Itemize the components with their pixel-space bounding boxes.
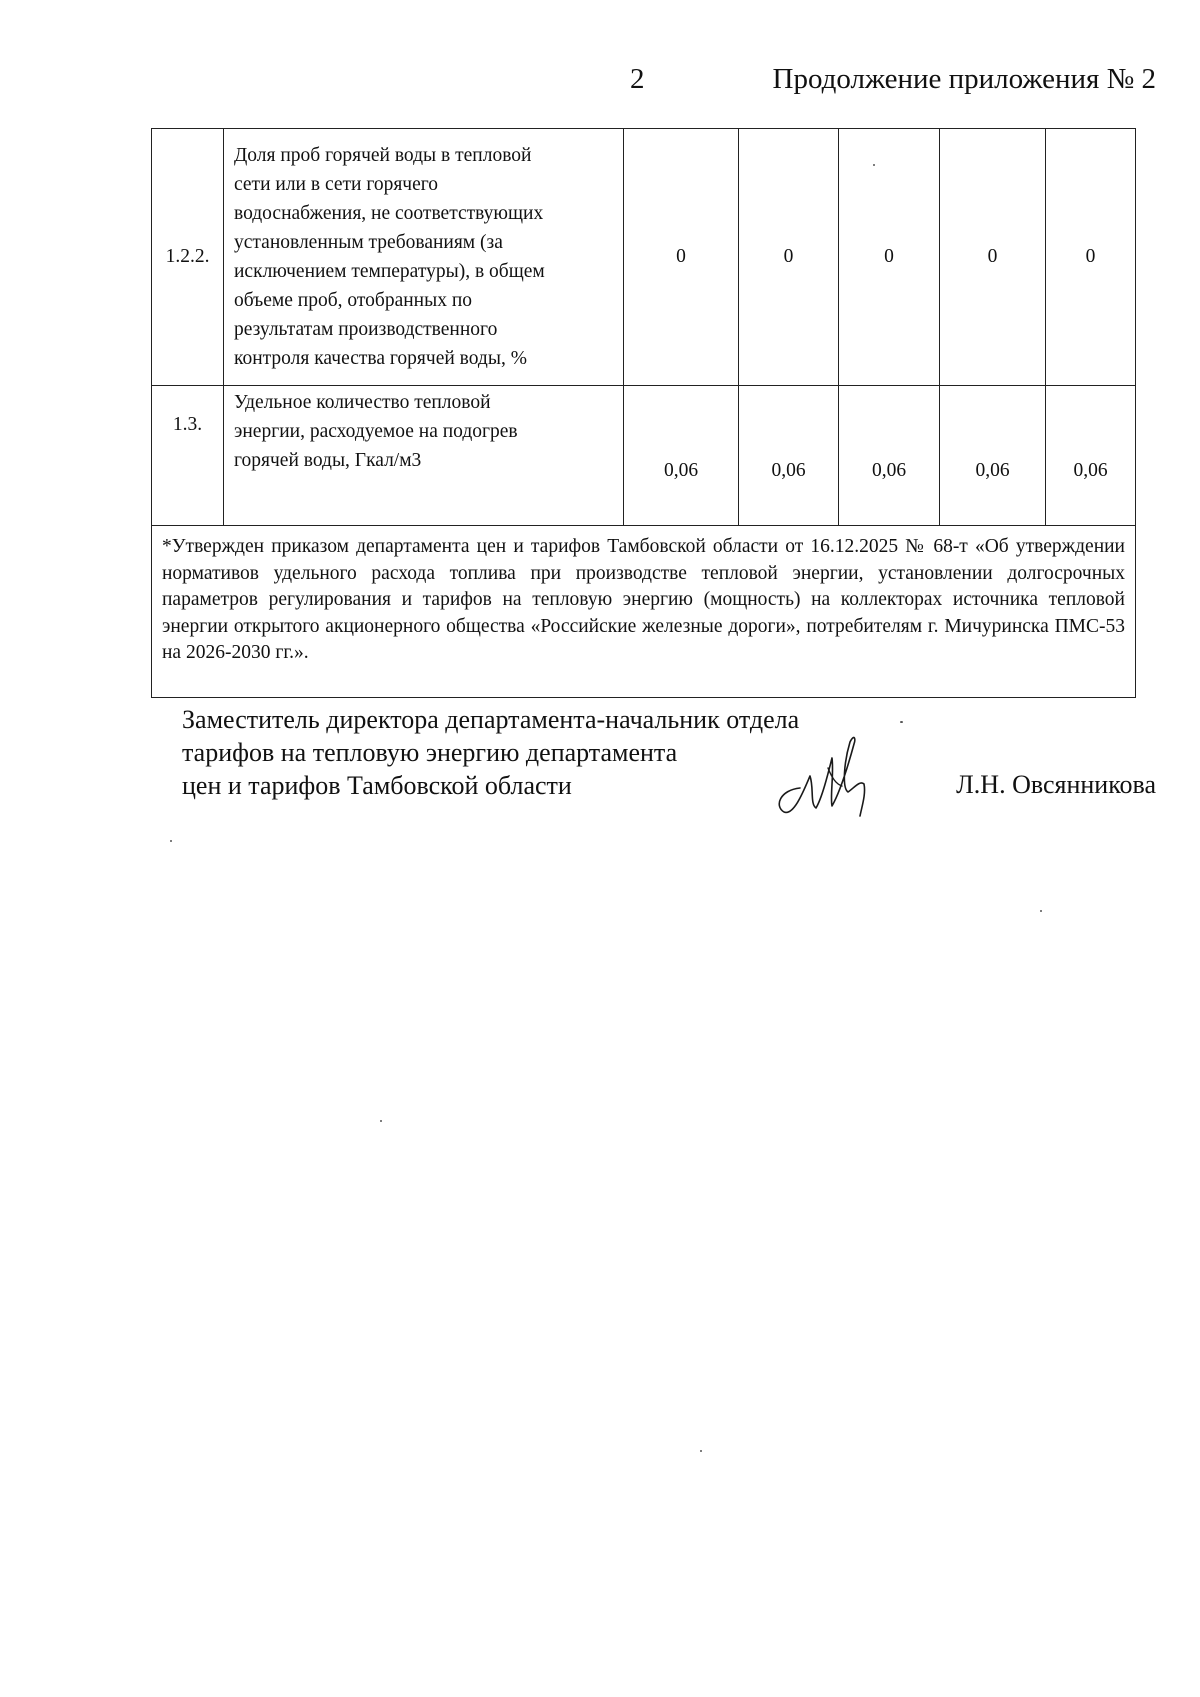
row-description: [224, 129, 624, 386]
scan-speck: [700, 1450, 702, 1452]
value-cell: 0: [839, 129, 940, 386]
description-line: водоснабжения, не соответствующих: [234, 203, 544, 224]
page-number: 2: [630, 63, 645, 95]
table-row: [152, 386, 1136, 526]
description-line: результатам производственного: [234, 319, 498, 340]
description-line: Доля проб горячей воды в тепловой: [234, 145, 532, 166]
value-cell: 0,06: [839, 386, 940, 526]
value-cell: 0,06: [739, 386, 839, 526]
row-number: 1.2.2.: [152, 129, 224, 386]
handwritten-signature: [770, 728, 880, 818]
scan-speck: [170, 840, 172, 842]
scan-speck: [873, 164, 875, 166]
value-cell: 0,06: [940, 386, 1046, 526]
data-table: [151, 128, 1136, 698]
position-line: цен и тарифов Тамбовской области: [182, 771, 572, 800]
description-line: установленным требованиям (за: [234, 232, 503, 253]
value-cell: 0,06: [624, 386, 739, 526]
description-line: сети или в сети горячего: [234, 174, 439, 195]
scan-speck: [380, 1120, 382, 1122]
header-note: Продолжение приложения № 2: [772, 63, 1156, 95]
description-line: объеме проб, отобранных по: [234, 290, 473, 311]
value-cell: 0,06: [1046, 386, 1136, 526]
signatory-position: [182, 703, 799, 802]
signer-name: Л.Н. Овсянникова: [956, 770, 1156, 799]
table-row: [152, 129, 1136, 386]
value-cell: 0: [624, 129, 739, 386]
description-line: контроля качества горячей воды, %: [234, 348, 527, 369]
position-line: Заместитель директора департамента-начальник отдела: [182, 705, 800, 734]
row-number: 1.3.: [152, 386, 224, 526]
scan-speck: [900, 721, 903, 723]
scan-speck: [1040, 910, 1042, 912]
footnote: *Утвержден приказом департамента цен и тарифов Тамбовской области от 16.12.2025 № 68-т «Об утверждении нормативов удельного расхода топлива при производстве тепловой энергии, установлении долгосрочных параметров регулирования и тарифов на тепловую энергию (мощность) на коллекторах источника тепловой энергии открытого акционерного общества «Российские железные дороги», потребителям г. Мичуринска ПМС-53 на 2026-2030 гг.».: [152, 526, 1136, 698]
description-line: исключением температуры), в общем: [234, 261, 545, 282]
description-line: горячей воды, Гкал/м3: [234, 450, 422, 471]
footnote-row: [152, 526, 1136, 698]
description-line: энергии, расходуемое на подогрев: [234, 421, 518, 442]
value-cell: 0: [940, 129, 1046, 386]
value-cell: 0: [739, 129, 839, 386]
row-description: [224, 386, 624, 526]
value-cell: 0: [1046, 129, 1136, 386]
description-line: Удельное количество тепловой: [234, 392, 491, 413]
position-line: тарифов на тепловую энергию департамента: [182, 738, 678, 767]
